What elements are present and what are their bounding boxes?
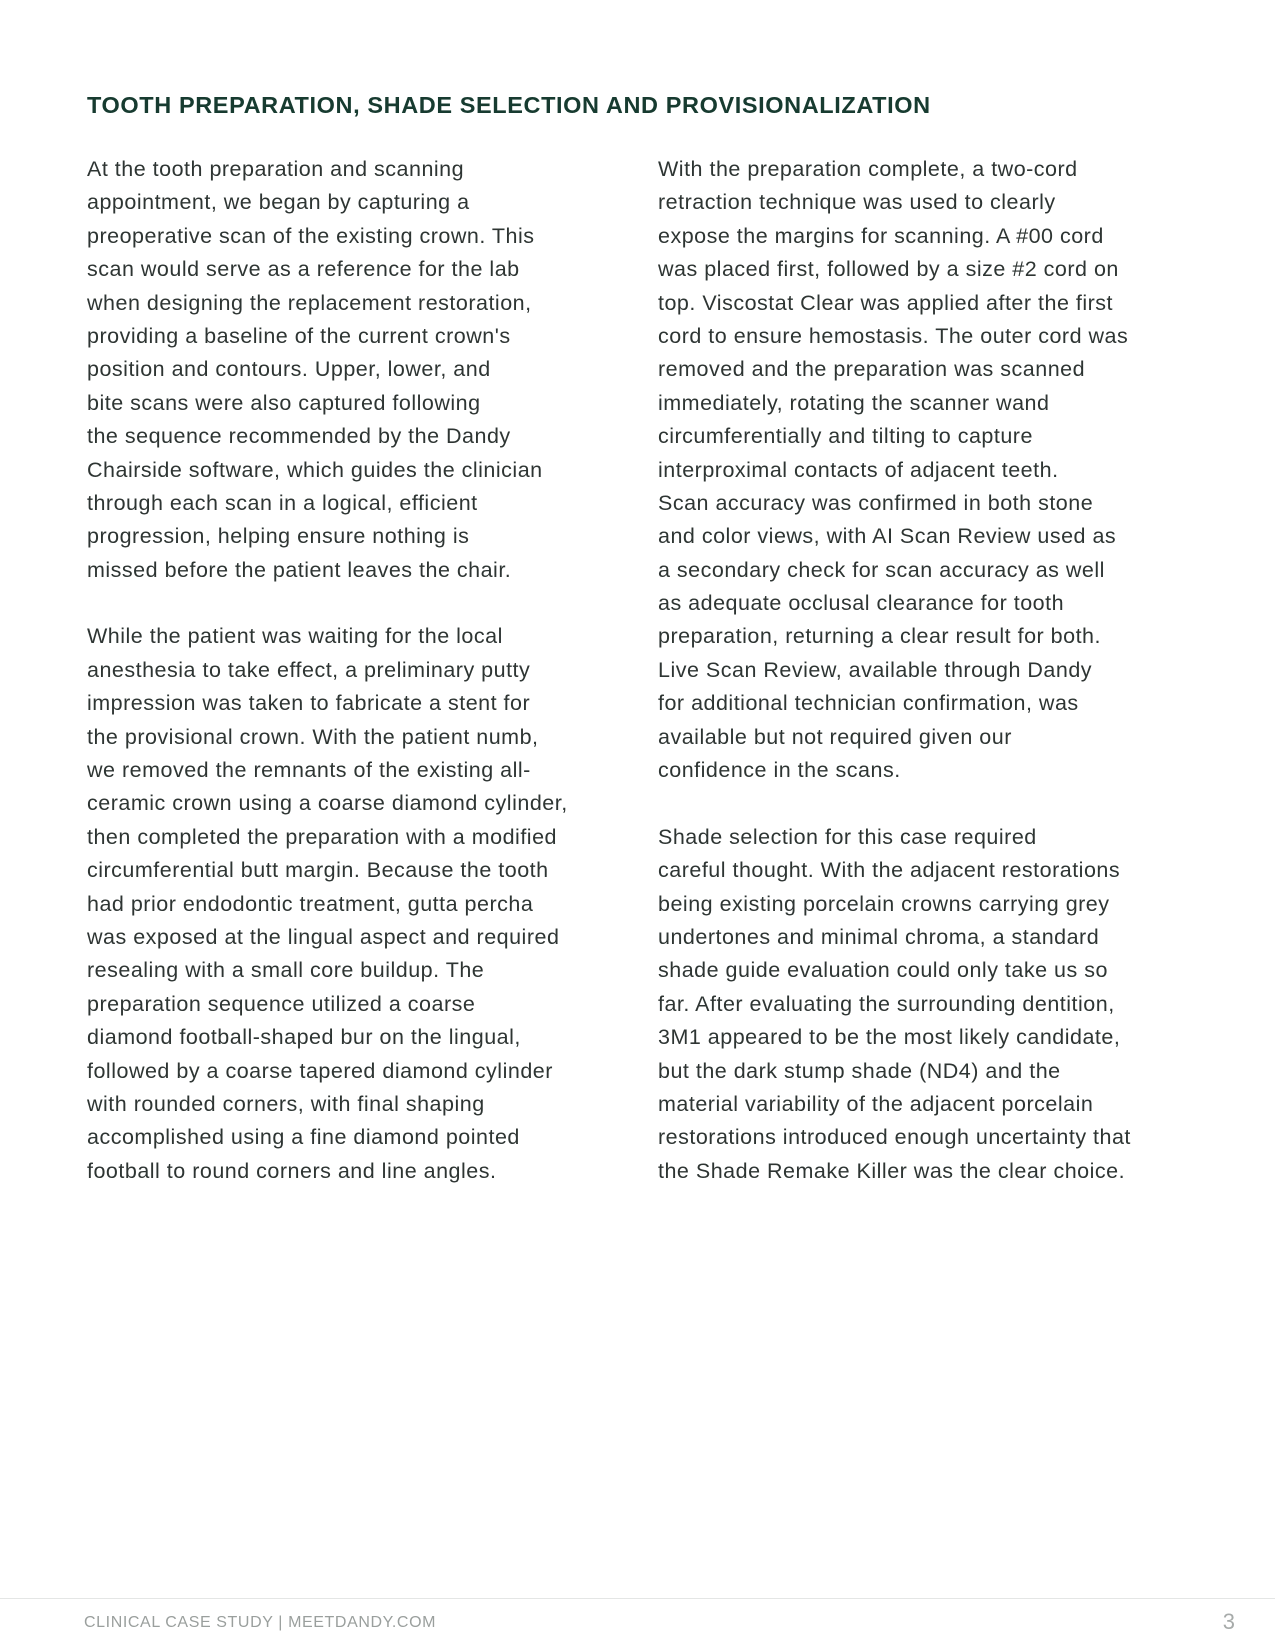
left-paragraph-2	[87, 620, 647, 1188]
text-line: bite scans were also captured following	[87, 390, 481, 415]
text-line: the sequence recommended by the Dandy	[87, 424, 511, 449]
text-line: With the preparation complete, a two-cord	[658, 157, 1078, 181]
text-line: appointment, we began by capturing a	[87, 190, 470, 215]
text-line: scan would serve as a reference for the lab	[87, 257, 520, 282]
text-line: was exposed at the lingual aspect and required	[87, 924, 560, 949]
text-line: accomplished using a fine diamond pointed	[87, 1125, 520, 1150]
text-line: then completed the preparation with a modified	[87, 824, 557, 849]
text-line: preparation sequence utilized a coarse	[87, 991, 476, 1016]
text-line: material variability of the adjacent porcelain	[658, 1091, 1094, 1116]
text-line: and color views, with AI Scan Review used as	[658, 524, 1117, 549]
text-line: through each scan in a logical, efficient	[87, 490, 478, 515]
text-line: Live Scan Review, available through Dandy	[658, 657, 1093, 682]
left-column	[87, 153, 647, 1188]
text-line: was placed first, followed by a size #2 cord on	[658, 257, 1119, 282]
text-line: Scan accuracy was confirmed in both stone	[658, 490, 1094, 515]
paragraph-gap	[658, 787, 1228, 820]
text-line: had prior endodontic treatment, gutta percha	[87, 891, 534, 916]
text-line: position and contours. Upper, lower, and	[87, 357, 491, 382]
page-number: 3	[1222, 1609, 1235, 1634]
text-line: restorations introduced enough uncertainty that	[658, 1125, 1131, 1150]
text-line: undertones and minimal chroma, a standard	[658, 924, 1100, 949]
text-line: progression, helping ensure nothing is	[87, 524, 470, 549]
right-column	[658, 153, 1228, 1188]
left-paragraph-1	[87, 153, 647, 587]
text-line: being existing porcelain crowns carrying grey	[658, 891, 1110, 916]
text-line: we removed the remnants of the existing all-	[87, 758, 531, 783]
text-line: confidence in the scans.	[658, 758, 901, 783]
text-line: as adequate occlusal clearance for tooth	[658, 591, 1065, 616]
text-line: followed by a coarse tapered diamond cylinder	[87, 1058, 553, 1083]
text-line: Chairside software, which guides the clinician	[87, 457, 543, 482]
text-line: shade guide evaluation could only take us so	[658, 958, 1108, 983]
text-line: missed before the patient leaves the chair.	[87, 557, 512, 582]
text-line: the Shade Remake Killer was the clear choice.	[658, 1158, 1126, 1183]
text-line: a secondary check for scan accuracy as well	[658, 557, 1105, 582]
text-line: diamond football-shaped bur on the lingual,	[87, 1025, 521, 1050]
text-line: cord to ensure hemostasis. The outer cord was	[658, 323, 1129, 348]
text-line: ceramic crown using a coarse diamond cylinder,	[87, 791, 568, 816]
text-line: interproximal contacts of adjacent teeth.	[658, 457, 1059, 482]
right-paragraph-1	[658, 153, 1228, 787]
text-line: circumferential butt margin. Because the tooth	[87, 858, 549, 883]
text-line: 3M1 appeared to be the most likely candidate,	[658, 1025, 1121, 1050]
text-line: retraction technique was used to clearly	[658, 190, 1056, 215]
text-line: providing a baseline of the current crown's	[87, 323, 511, 348]
text-line: but the dark stump shade (ND4) and the	[658, 1058, 1061, 1083]
text-line: when designing the replacement restoration,	[87, 290, 532, 315]
text-line: anesthesia to take effect, a preliminary putty	[87, 657, 531, 682]
text-line: preoperative scan of the existing crown. This	[87, 223, 535, 248]
text-line: careful thought. With the adjacent restorations	[658, 858, 1121, 883]
footer-divider	[0, 1598, 1275, 1599]
text-line: football to round corners and line angles.	[87, 1158, 497, 1183]
text-line: immediately, rotating the scanner wand	[658, 390, 1050, 415]
right-paragraph-2	[658, 821, 1228, 1188]
text-line: with rounded corners, with final shaping	[87, 1091, 485, 1116]
text-line: removed and the preparation was scanned	[658, 357, 1086, 382]
text-line: At the tooth preparation and scanning	[87, 157, 465, 181]
text-line: far. After evaluating the surrounding dentition,	[658, 991, 1115, 1016]
text-line: the provisional crown. With the patient numb,	[87, 724, 539, 749]
text-line: impression was taken to fabricate a stent for	[87, 691, 531, 716]
text-line: Shade selection for this case required	[658, 824, 1037, 849]
text-line: expose the margins for scanning. A #00 cord	[658, 223, 1104, 248]
section-heading: TOOTH PREPARATION, SHADE SELECTION AND PROVISIONALIZATION	[87, 92, 931, 118]
text-line: available but not required given our	[658, 724, 1012, 749]
text-line: circumferentially and tilting to capture	[658, 424, 1033, 449]
footer-label: CLINICAL CASE STUDY | MEETDANDY.COM	[84, 1614, 437, 1631]
text-line: top. Viscostat Clear was applied after the first	[658, 290, 1114, 315]
paragraph-gap	[87, 587, 647, 620]
text-line: for additional technician confirmation, was	[658, 691, 1079, 716]
text-line: preparation, returning a clear result for both.	[658, 624, 1101, 649]
text-line: resealing with a small core buildup. The	[87, 958, 485, 983]
text-line: While the patient was waiting for the local	[87, 624, 503, 649]
